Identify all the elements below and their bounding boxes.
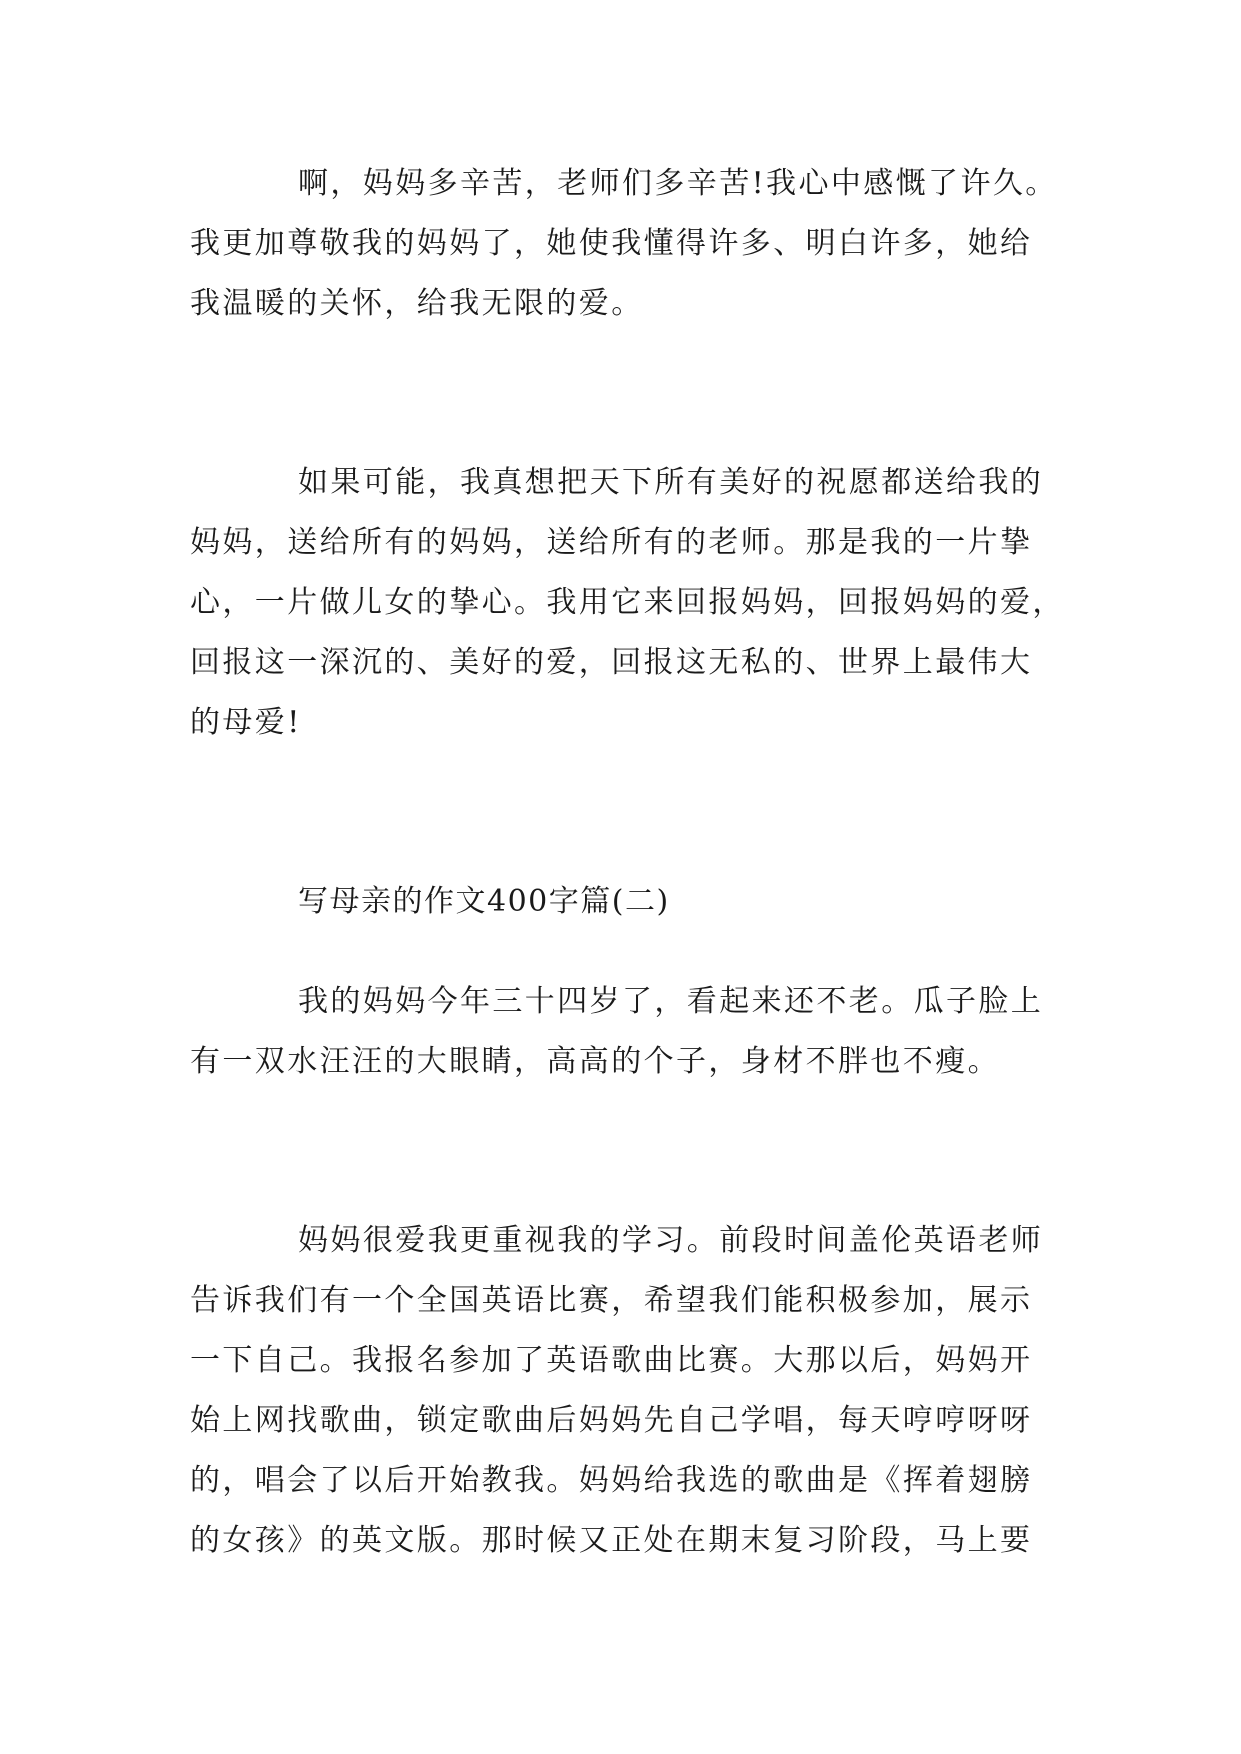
paragraph-4-line-4: 始上网找歌曲，锁定歌曲后妈妈先自己学唱，每天哼哼呀呀 [190,1403,1033,1438]
paragraph-1-line-1: 啊，妈妈多辛苦，老师们多辛苦!我心中感慨了许久。 [298,166,1058,201]
paragraph-4-line-1: 妈妈很爱我更重视我的学习。前段时间盖伦英语老师 [298,1223,1044,1258]
paragraph-2-line-4: 回报这一深沉的、美好的爱，回报这无私的、世界上最伟大 [190,645,1033,680]
paragraph-2-line-2: 妈妈，送给所有的妈妈，送给所有的老师。那是我的一片挚 [190,525,1033,560]
paragraph-4-line-6: 的女孩》的英文版。那时候又正处在期末复习阶段，马上要 [190,1523,1033,1558]
paragraph-1-line-3: 我温暖的关怀，给我无限的爱。 [190,286,644,321]
section-heading: 写母亲的作文400字篇(二) [298,884,670,919]
paragraph-4-line-2: 告诉我们有一个全国英语比赛，希望我们能积极参加，展示 [190,1283,1033,1318]
paragraph-4-line-5: 的，唱会了以后开始教我。妈妈给我选的歌曲是《挥着翅膀 [190,1463,1033,1498]
paragraph-3-line-2: 有一双水汪汪的大眼睛，高高的个子，身材不胖也不瘦。 [190,1044,1000,1079]
paragraph-1-line-2: 我更加尊敬我的妈妈了，她使我懂得许多、明白许多，她给 [190,226,1033,261]
paragraph-4-line-3: 一下自己。我报名参加了英语歌曲比赛。大那以后，妈妈开 [190,1343,1033,1378]
paragraph-3-line-1: 我的妈妈今年三十四岁了，看起来还不老。瓜子脸上 [298,984,1044,1019]
paragraph-2-line-3: 心，一片做儿女的挚心。我用它来回报妈妈，回报妈妈的爱， [190,585,1065,620]
paragraph-2-line-1: 如果可能，我真想把天下所有美好的祝愿都送给我的 [298,465,1044,500]
paragraph-2-line-5: 的母爱! [190,705,302,740]
